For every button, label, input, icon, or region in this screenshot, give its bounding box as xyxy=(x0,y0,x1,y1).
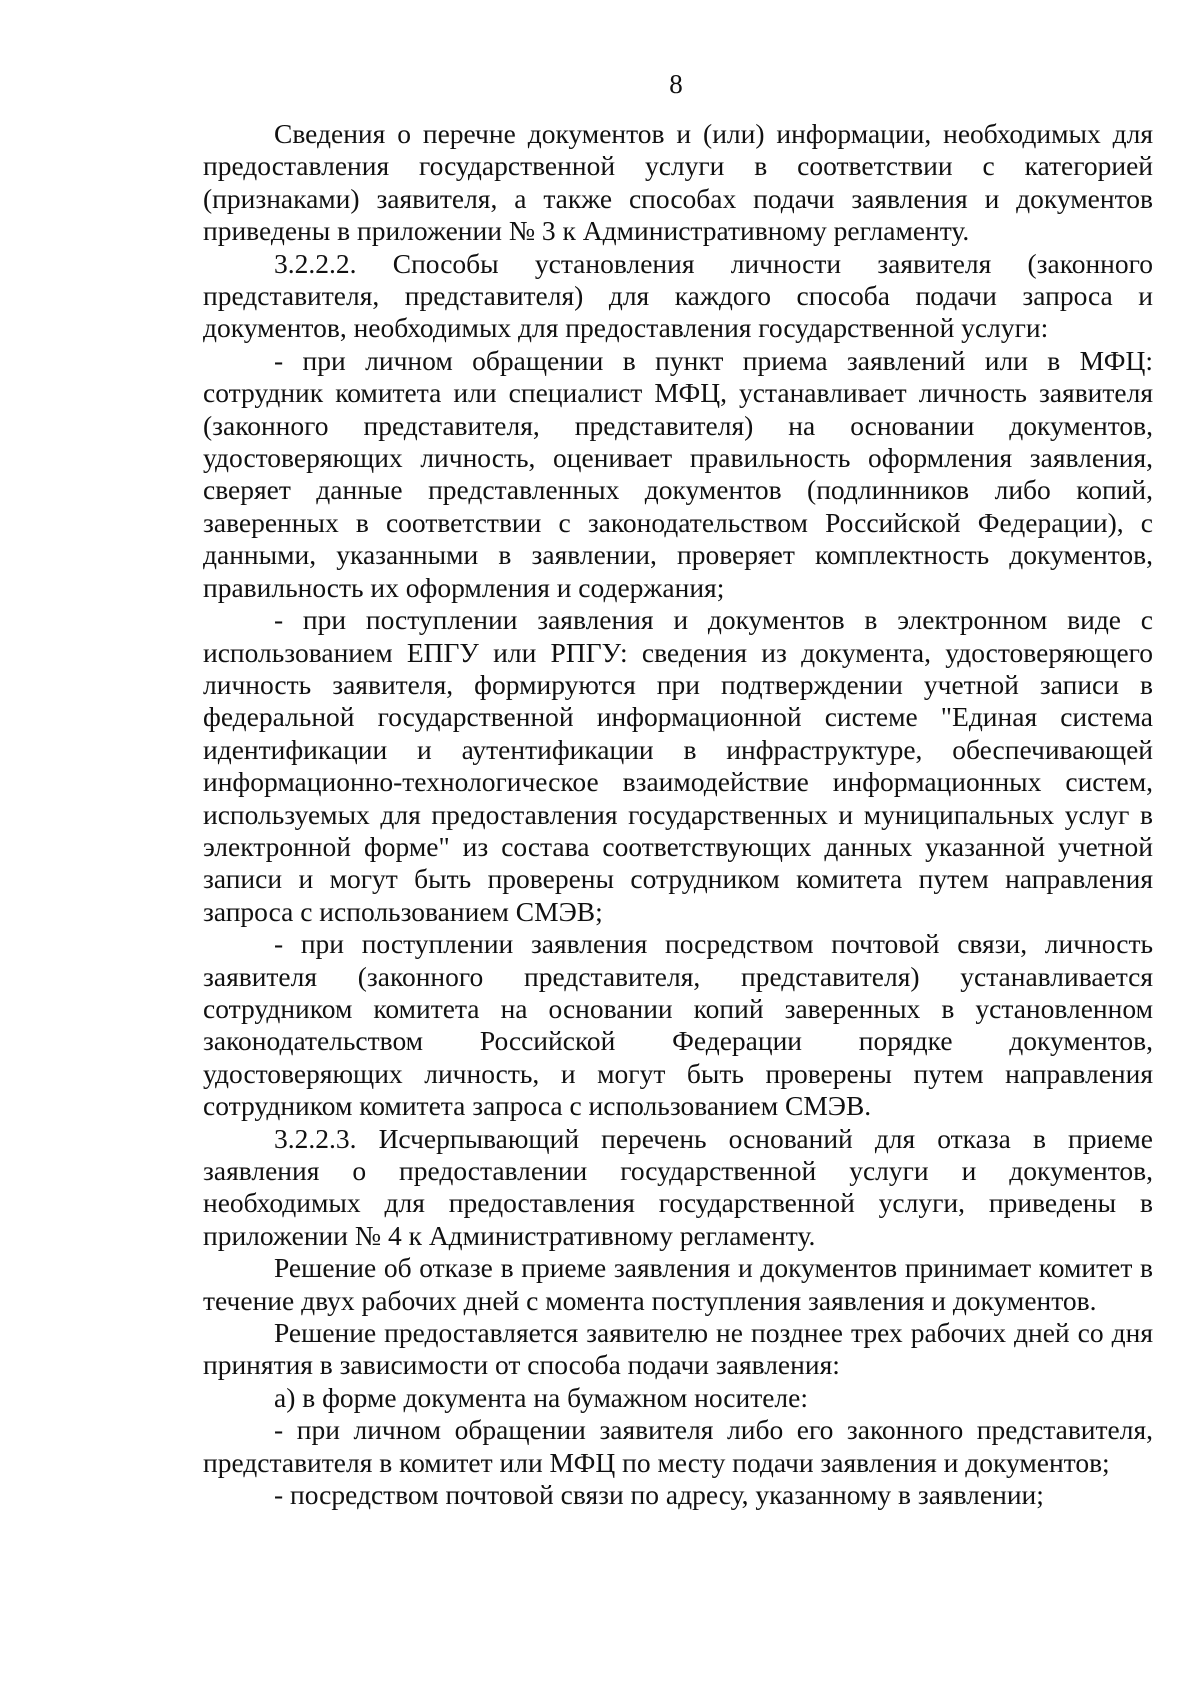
paragraph-refusal-decision: Решение об отказе в приеме заявления и документов принимает комитет в течение двух рабочих дней с момента поступления заявления и документов. xyxy=(203,1252,1153,1316)
paragraph-decision-delivery: Решение предоставляется заявителю не позднее трех рабочих дней со дня принятия в зависимости от способа подачи заявления: xyxy=(203,1317,1153,1381)
paragraph-personal-visit: - при личном обращении в пункт приема заявлений или в МФЦ: сотрудник комитета или специалист МФЦ, устанавливает личность заявителя (законного представителя, представителя) на основании документов, удостоверяющих личность, оценивает правильность оформления заявления, сверяет данные представленных документов (подлинников либо копий, заверенных в соответствии с законодательством Российской Федерации), с данными, указанными в заявлении, проверяет комплектность документов, правильность их оформления и содержания; xyxy=(203,344,1153,603)
paragraph-3-2-2-2: 3.2.2.2. Способы установления личности заявителя (законного представителя, представителя) для каждого способа подачи запроса и документов, необходимых для предоставления государственной услуги: xyxy=(203,247,1153,344)
paragraph-electronic-submission: - при поступлении заявления и документов в электронном виде с использованием ЕПГУ или РПГУ: сведения из документа, удостоверяющего личность заявителя, формируются при подтверждении учетной записи в федеральной государственной информационной системе "Единая система идентификации и аутентификации в инфраструктуре, обеспечивающей информационно-технологическое взаимодействие информационных систем, используемых для предоставления государственных и муниципальных услуг в электронной форме" из состава соответствующих данных указанной учетной записи и могут быть проверены сотрудником комитета путем направления запроса с использованием СМЭВ; xyxy=(203,604,1153,927)
paragraph-paper-form: а) в форме документа на бумажном носителе: xyxy=(274,1381,808,1413)
paragraph-postal-submission: - при поступлении заявления посредством почтовой связи, личность заявителя (законного представителя, представителя) устанавливается сотрудником комитета на основании копий заверенных в установленном законодательством Российской Федерации порядке документов, удостоверяющих личность, и могут быть проверены путем направления сотрудником комитета запроса с использованием СМЭВ. xyxy=(203,928,1153,1122)
document-body xyxy=(203,118,1153,1511)
paragraph-personal-delivery: - при личном обращении заявителя либо его законного представителя, представителя в комитет или МФЦ по месту подачи заявления и документов; xyxy=(203,1414,1153,1478)
paragraph-documents-list-info: Сведения о перечне документов и (или) информации, необходимых для предоставления государственной услуги в соответствии с категорией (признаками) заявителя, а также способах подачи заявления и документов приведены в приложении № 3 к Административному регламенту. xyxy=(203,118,1153,247)
page-number: 8 xyxy=(669,69,683,99)
paragraph-postal-delivery: - посредством почтовой связи по адресу, указанному в заявлении; xyxy=(274,1479,1044,1511)
paragraph-3-2-2-3: 3.2.2.3. Исчерпывающий перечень оснований для отказа в приеме заявления о предоставлении государственной услуги и документов, необходимых для предоставления государственной услуги, приведены в приложении № 4 к Административному регламенту. xyxy=(203,1122,1153,1251)
